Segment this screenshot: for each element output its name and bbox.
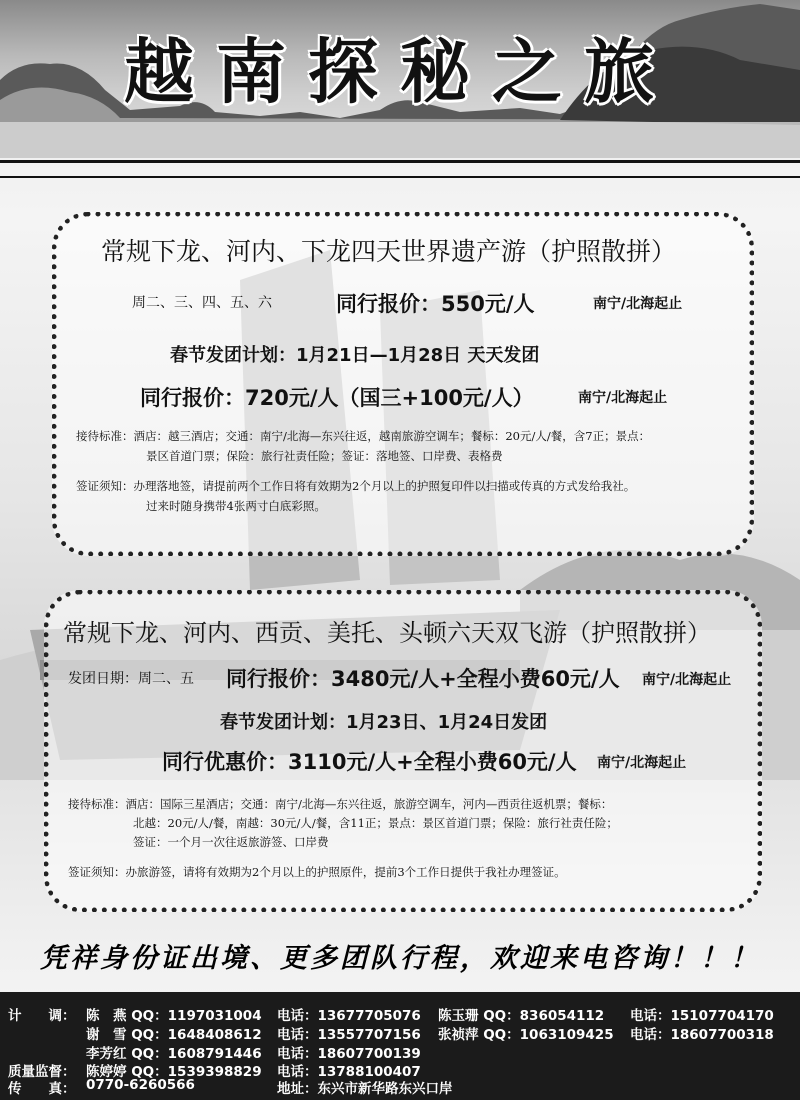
contact-qq: 张祯萍 QQ：1063109425 [438,1027,614,1043]
tour2-standard-line2: 北越：20元/人/餐，南越：30元/人/餐，含11正；景点：景区首道门票；保险：旅行社责任险； [133,816,618,830]
tour1-visa-line2: 过来时随身携带4张两寸白底彩照。 [146,499,326,513]
contact-row-3 [0,1042,800,1062]
contact-row-5 [0,1077,800,1097]
contact-label: 质量监督： [8,1064,76,1080]
page-title: 越南探秘之旅 [124,30,676,113]
contact-phone: 电话：13557707156 [277,1027,421,1043]
address: 地址：东兴市新华路东兴口岸 [277,1081,453,1097]
contact-qq: 陈 燕 QQ：1197031004 [86,1008,262,1024]
contact-label: 传 真： [8,1081,76,1097]
contact-qq: 谢 雪 QQ：1648408612 [86,1027,262,1043]
header-banner [0,0,800,158]
contact-phone: 电话：13788100407 [277,1064,421,1080]
tour1-visa-line1: 签证须知：办理落地签，请提前两个工作日将有效期为2个月以上的护照复印件以扫描或传真的方式发给我社。 [76,479,636,493]
tour1-standard-line1: 接待标准：酒店：越三酒店；交通：南宁/北海—东兴往返，越南旅游空调车；餐标：20元/人/餐，含7正；景点： [76,429,651,443]
fax-number: 0770-6260566 [86,1077,195,1093]
contact-qq: 陈婷婷 QQ：1539398829 [86,1064,262,1080]
contact-label: 计 调： [8,1008,76,1024]
contact-qq: 李芳红 QQ：1608791446 [86,1046,262,1062]
tour1-standard-line2: 景区首道门票；保险：旅行社责任险；签证：落地签、口岸费、表格费 [146,449,503,463]
tour2-festival-price: 同行优惠价：3110元/人+全程小费60元/人 [162,750,577,774]
tour2-standard-line1: 接待标准：酒店：国际三星酒店；交通：南宁/北海—东兴往返，旅游空调车，河内—西贡往返机票；餐标： [68,797,613,811]
tour2-route: 南宁/北海起止 [642,672,732,688]
tour1-days: 周二、三、四、五、六 [132,295,272,311]
tour1-price: 同行报价：550元/人 [336,292,535,316]
contact-phone: 电话：13677705076 [277,1008,421,1024]
tour1-festival-plan: 春节发团计划：1月21日—1月28日 天天发团 [170,345,540,366]
contact-row-2 [0,1023,800,1043]
tour1-festival-route: 南宁/北海起止 [578,390,668,406]
tour2-price: 同行报价：3480元/人+全程小费60元/人 [226,667,620,691]
contact-phone: 电话：18607700139 [277,1046,421,1062]
contact-row-1 [0,1004,800,1024]
contact-qq: 陈玉珊 QQ：836054112 [438,1008,605,1024]
tour1-title: 常规下龙、河内、下龙四天世界遗产游（护照散拼） [101,237,677,266]
tour2-standard-line3: 签证：一个月一次往返旅游签、口岸费 [133,835,329,849]
tour2-festival-plan: 春节发团计划：1月23日、1月24日发团 [220,712,548,733]
tour2-festival-route: 南宁/北海起止 [597,755,687,771]
tour2-visa: 签证须知：办旅游签，请将有效期为2个月以上的护照原件，提前3个工作日提供于我社办理签证。 [68,865,566,879]
tour2-days: 发团日期：周二、五 [68,671,194,687]
slogan: 凭祥身份证出境、更多团队行程，欢迎来电咨询！！！ [40,943,760,974]
contact-phone: 电话：18607700318 [630,1027,774,1043]
contact-phone: 电话：15107704170 [630,1008,774,1024]
tour1-route: 南宁/北海起止 [593,296,683,312]
tour2-title: 常规下龙、河内、西贡、美托、头顿六天双飞游（护照散拼） [63,619,711,647]
contact-footer [0,992,800,1100]
tour1-festival-price: 同行报价：720元/人（国三+100元/人） [140,386,534,410]
